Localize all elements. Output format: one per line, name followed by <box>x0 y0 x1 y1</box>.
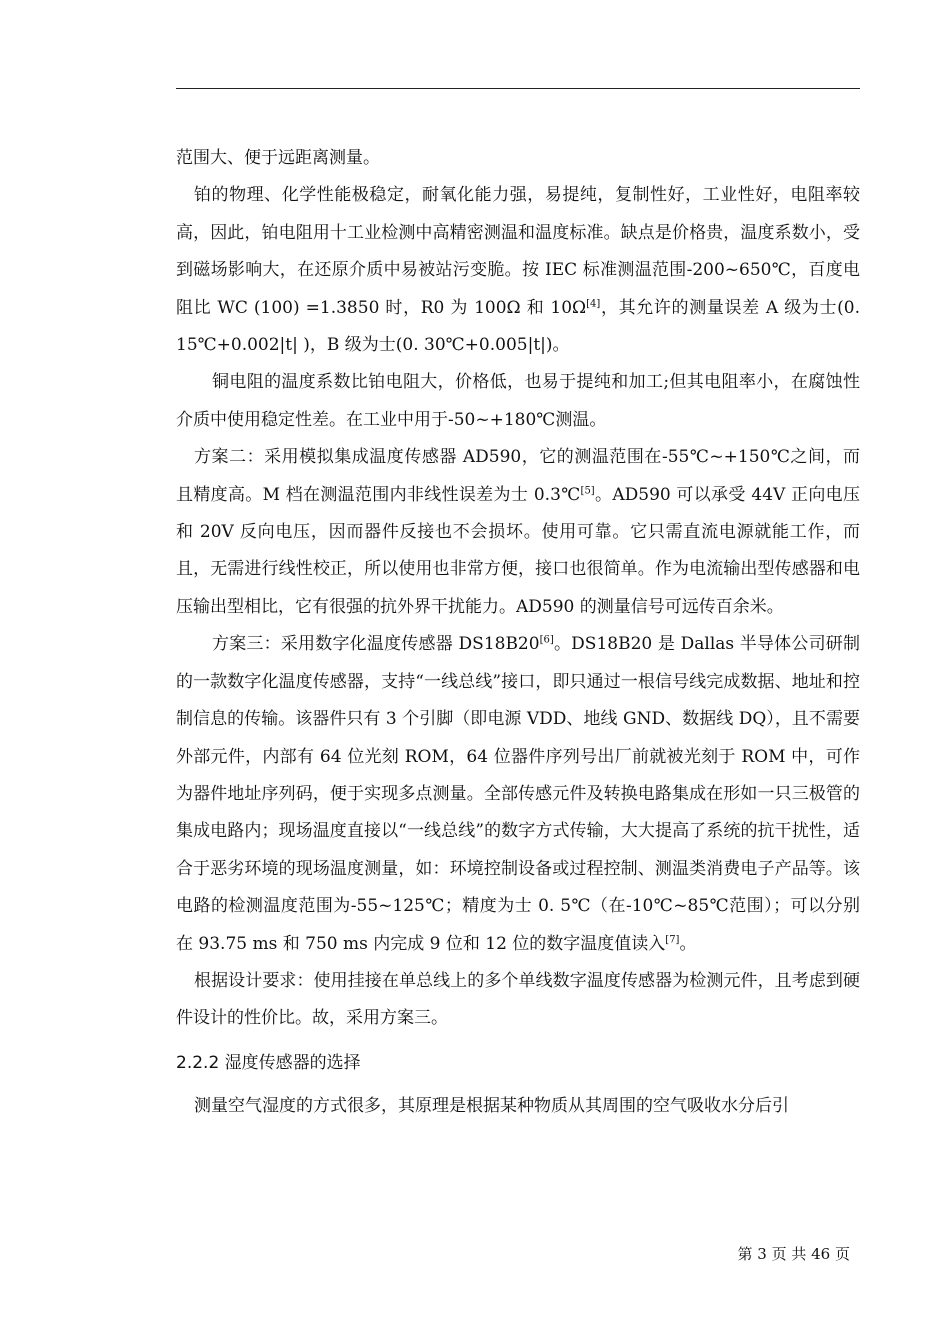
text-run: 方案二：采用模拟集成温度传感器 AD590，它的测温范围在-55℃~+150℃之间，而且精度高。M 档在测温范围内非线性误差为士 0.3℃ <box>176 447 860 505</box>
text-run: 。AD590 可以承受 44V 正向电压和 20V 反向电压，因而器件反接也不会损坏。使用可靠。它只需直流电源就能工作，而且，无需进行线性校正，所以使用也非常方便，接口也很简单。作为电流输出型传感器和电压输出型相比，它有很强的抗外界干扰能力。AD590 的测量信号可远传百余米。 <box>176 484 860 617</box>
page-body <box>176 140 860 1125</box>
paragraph-option-two <box>176 439 860 626</box>
paragraph-humidity: 测量空气湿度的方式很多，其原理是根据某种物质从其周围的空气吸收水分后引 <box>194 1095 789 1116</box>
paragraph-platinum <box>176 177 860 364</box>
text-run: 铂的物理、化学性能极稳定，耐氧化能力强，易提纯，复制性好，工业性好，电阻率较高，因此，铂电阻用十工业检测中高精密测温和温度标准。缺点是价格贵，温度系数小，受到磁场影响大，在还原介质中易被站污变脆。按 IEC 标准测温范围-200~650℃，百度电阻比 WC (100) =1.3850 时，R0 为 100Ω 和 10Ω <box>176 185 860 318</box>
paragraph-copper: 铜电阻的温度系数比铂电阻大，价格低，也易于提纯和加工;但其电阻率小，在腐蚀性介质中使用稳定性差。在工业中用于-50~+180℃测温。 <box>176 372 860 430</box>
text-run: ，其允许的测量误差 A 级为士(0. 15℃+0.002|t| )，B 级为士(0. 30℃+0.005|t|)。 <box>176 297 860 356</box>
text-run: 方案三：采用数字化温度传感器 DS18B20 <box>212 634 540 655</box>
text-run: 。DS18B20 是 Dallas 半导体公司研制的一款数字化温度传感器，支持“一线总线”接口，即只通过一根信号线完成数据、地址和控制信息的传输。该器件只有 3 个引脚（即电源 VDD、地线 GND、数据线 DQ），且不需要外部元件，内部有 64 位光刻 ROM，64 位器件序列号出厂前就被光刻于 ROM 中，可作为器件地址序列码，便于实现多点测量。全部传感元件及转换电路集成在形如一只三极管的集成电路内；现场温度直接以“一线总线”的数字方式传输，大大提高了系统的抗干扰性，适合于恶劣环境的现场温度测量，如：环境控制设备或过程控制、测温类消费电子产品等。该电路的检测温度范围为-55~125℃；精度为士 0. 5℃（在-10℃~85℃范围）；可以分别在 93.75 ms 和 750 ms 内完成 9 位和 12 位的数字温度值读入 <box>176 634 860 954</box>
header-rule <box>176 88 860 89</box>
citation-4[interactable]: [4] <box>586 297 601 309</box>
paragraph-conclusion: 根据设计要求：使用挂接在单总线上的多个单线数字温度传感器为检测元件，且考虑到硬件设计的性价比。故，采用方案三。 <box>176 970 860 1029</box>
citation-5[interactable]: [5] <box>580 485 595 496</box>
paragraph: 范围大、便于远距离测量。 <box>176 148 380 168</box>
page-footer: 第 3 页 共 46 页 <box>737 1245 850 1263</box>
citation-6[interactable]: [6] <box>539 634 554 646</box>
section-heading: 2.2.2 湿度传感器的选择 <box>176 1052 361 1073</box>
citation-7[interactable]: [7] <box>665 933 680 945</box>
text-run: 。 <box>679 933 697 954</box>
paragraph-option-three <box>176 626 860 963</box>
